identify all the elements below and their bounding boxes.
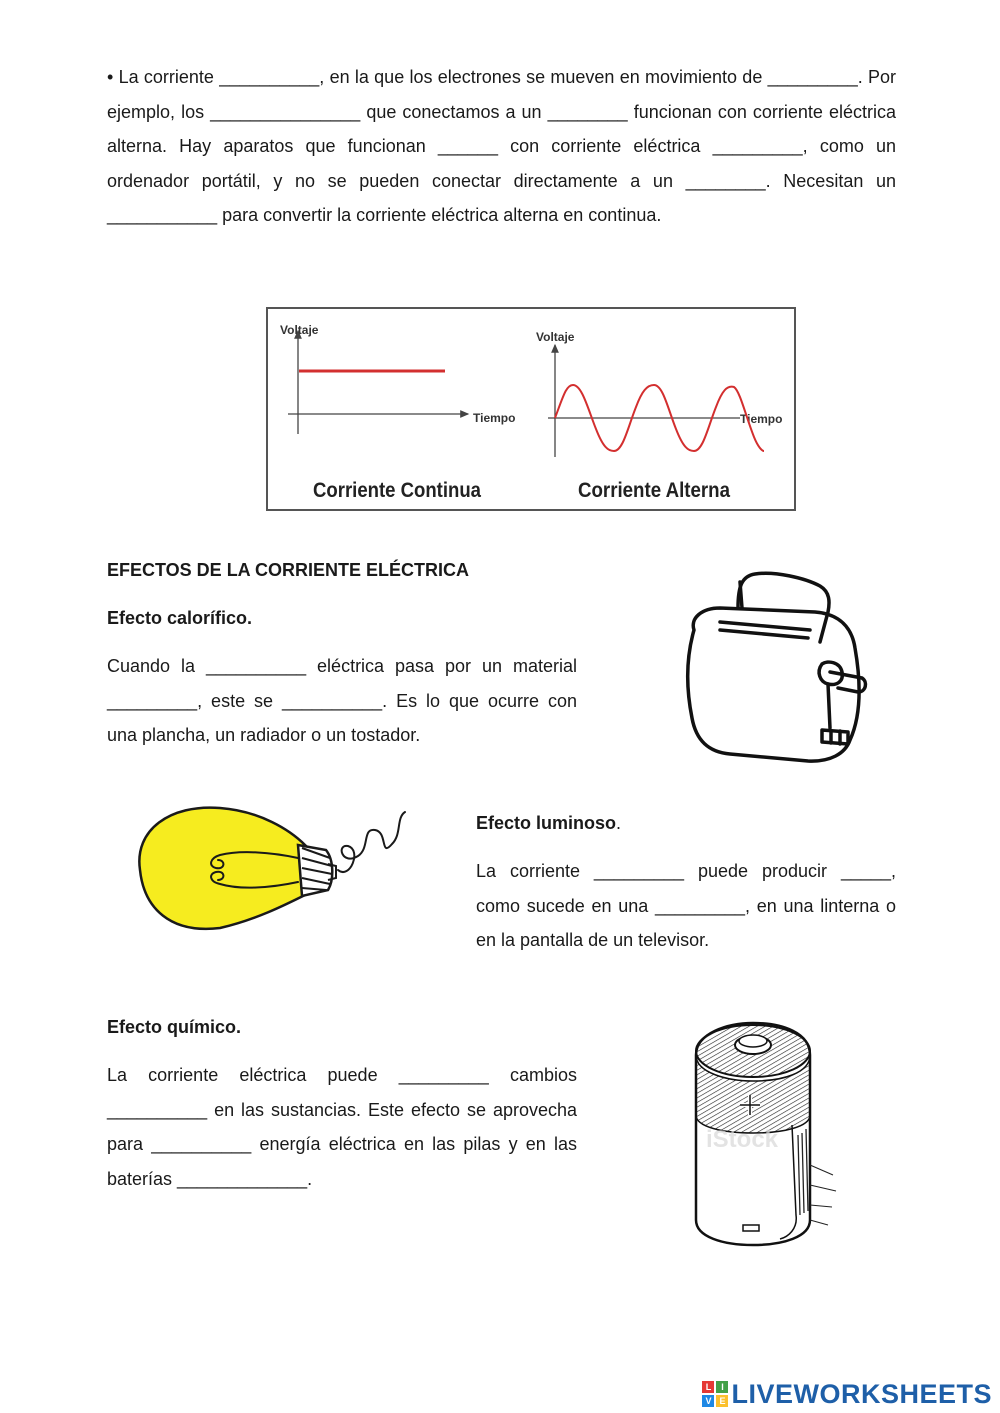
dc-x-label: Tiempo bbox=[473, 411, 516, 425]
luminoso-text: La corriente _________ puede producir _____, como sucede en una _________, en una linterna o en la pantalla de un televisor. bbox=[476, 861, 896, 951]
intro-paragraph: • La corriente __________, en la que los electrones se mueven en movimiento de _________. Por ejemplo, los _______________ que conectamos a un ________ funcionan con corriente eléctrica alterna. Hay aparatos que funcionan ______ con corriente eléctrica _________, como un ordenador portátil, y no se pueden conectar directamente a un ________. Necesitan un ___________ para convertir la corriente eléctrica alterna en continua. bbox=[107, 67, 896, 226]
dc-caption: Corriente Continua bbox=[313, 479, 482, 502]
dc-y-label: Voltaje bbox=[280, 323, 319, 337]
logo-grid-i: I bbox=[716, 1381, 728, 1393]
ac-y-label: Voltaje bbox=[536, 330, 575, 344]
logo-grid-v: V bbox=[702, 1395, 714, 1407]
ac-x-label: Tiempo bbox=[740, 412, 783, 426]
battery-icon bbox=[688, 1015, 838, 1250]
logo-text: LIVEWORKSHEETS bbox=[731, 1378, 992, 1409]
luminoso-title-suffix: . bbox=[616, 813, 622, 833]
logo-grid-e: E bbox=[716, 1395, 728, 1407]
toaster-icon bbox=[680, 568, 875, 768]
ac-caption: Corriente Alterna bbox=[578, 479, 731, 502]
calorifico-title: Efecto calorífico. bbox=[107, 608, 253, 628]
light-bulb-icon bbox=[130, 800, 415, 935]
calorifico-text: Cuando la __________ eléctrica pasa por un material _________, este se __________. Es lo que ocurre con una plancha, un radiador o un tostador. bbox=[107, 656, 577, 746]
current-diagram bbox=[266, 307, 796, 511]
quimico-text: La corriente eléctrica puede _________ cambios __________ en las sustancias. Este efecto se aprovecha para __________ energía eléctrica en las pilas y en las baterías _____________. bbox=[107, 1065, 577, 1189]
logo-grid bbox=[702, 1381, 728, 1407]
section-title: EFECTOS DE LA CORRIENTE ELÉCTRICA bbox=[107, 560, 470, 580]
logo-grid-l: L bbox=[702, 1381, 714, 1393]
luminoso-title: Efecto luminoso bbox=[476, 813, 617, 833]
luminoso-title-wrap bbox=[476, 812, 621, 834]
liveworksheets-logo bbox=[702, 1378, 992, 1410]
quimico-title: Efecto químico. bbox=[107, 1017, 242, 1037]
current-diagram-svg bbox=[268, 309, 794, 509]
battery-watermark: iStock bbox=[706, 1126, 779, 1153]
